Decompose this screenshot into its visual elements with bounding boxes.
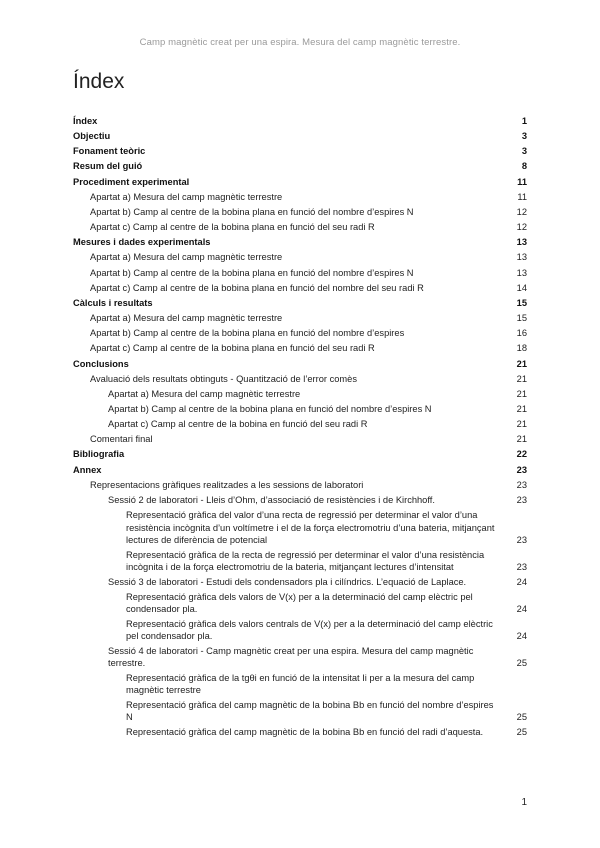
toc-entry-label: Annex [73,464,102,475]
toc-entry[interactable] [73,159,527,174]
toc-entry-page: 11 [517,176,527,187]
toc-entry-page: 12 [516,222,527,233]
toc-entry-label: Sessió 4 de laboratori - Camp magnètic creat per una espira. Mesura del camp magnètic terrestre. [108,645,474,669]
toc-entry-label: Mesures i dades experimentals [73,237,211,248]
toc-entry[interactable] [73,281,527,296]
toc-entry-page: 21 [516,373,527,384]
toc-entry-page: 13 [516,237,527,248]
toc-entry[interactable] [73,250,527,265]
toc-entry-page: 15 [516,313,527,324]
toc-entry-page: 23 [516,562,527,573]
toc-entry[interactable] [73,725,527,740]
toc-entry[interactable] [73,129,527,144]
toc-entry-label: Apartat b) Camp al centre de la bobina plana en funció del nombre d’espires N [90,267,414,278]
toc-entry[interactable] [73,508,527,548]
toc-entry-label: Avaluació dels resultats obtinguts - Quantització de l’error comès [90,373,357,384]
table-of-contents [73,114,527,739]
toc-entry-page: 13 [516,267,527,278]
toc-entry[interactable] [73,617,527,644]
toc-entry-page: 12 [516,206,527,217]
toc-entry[interactable] [73,372,527,387]
toc-entry[interactable] [73,671,527,698]
toc-entry-page: 3 [521,146,527,157]
toc-entry-page: 21 [516,434,527,445]
toc-entry-page: 23 [516,479,527,490]
toc-entry-page: 16 [516,328,527,339]
toc-entry-page: 3 [521,131,527,142]
toc-entry-page: 23 [516,464,527,475]
toc-entry[interactable] [73,357,527,372]
toc-entry-label: Bibliografia [73,449,125,460]
toc-entry-label: Apartat b) Camp al centre de la bobina plana en funció del nombre d’espires N [108,403,432,414]
toc-entry[interactable] [73,220,527,235]
toc-entry-page: 8 [521,161,527,172]
toc-entry[interactable] [73,548,527,575]
toc-entry-label: Representació gràfica dels valors de V(x) per a la determinació del camp elèctric pel condensador pla. [126,591,473,615]
toc-entry[interactable] [73,590,527,617]
toc-entry[interactable] [73,387,527,402]
page-number: 1 [521,797,527,808]
toc-entry-page: 1 [521,116,527,126]
toc-entry-label: Apartat c) Camp al centre de la bobina en funció del seu radi R [108,419,368,430]
toc-entry[interactable] [73,417,527,432]
toc-entry-page: 14 [516,282,527,293]
toc-entry-label: Apartat a) Mesura del camp magnètic terrestre [90,313,283,324]
toc-entry-label: Conclusions [73,358,129,369]
toc-entry[interactable] [73,463,527,478]
toc-entry-label: Representació gràfica del camp magnètic de la bobina Bb en funció del radi d’aquesta. [126,726,484,737]
toc-entry[interactable] [73,698,527,725]
toc-entry-page: 23 [516,494,527,505]
toc-entry-page: 15 [516,297,527,308]
toc-entry-label: Representacions gràfiques realitzades a les sessions de laboratori [90,479,364,490]
toc-entry-label: Fonament teòric [73,146,146,157]
toc-entry-label: Apartat b) Camp al centre de la bobina plana en funció del nombre d’espires N [90,206,414,217]
toc-entry-page [507,697,527,698]
toc-entry-label: Representació gràfica de la tgθi en funció de la intensitat Ii per a la mesura del camp magnètic terrestre [126,672,475,696]
toc-entry[interactable] [73,447,527,462]
toc-entry-page: 25 [516,658,527,669]
toc-entry-label: Càlculs i resultats [73,297,153,308]
toc-entry-label: Representació gràfica del camp magnètic de la bobina Bb en funció del nombre d’espires N [126,699,494,723]
toc-entry-page: 22 [516,449,527,460]
toc-entry-label: Sessió 2 de laboratori - Lleis d’Ohm, d’associació de resistències i de Kirchhoff. [108,494,435,505]
toc-entry-label: Apartat c) Camp al centre de la bobina plana en funció del seu radi R [90,222,375,233]
toc-entry[interactable] [73,326,527,341]
toc-entry[interactable] [73,478,527,493]
toc-entry-page: 21 [516,403,527,414]
toc-entry-label: Apartat a) Mesura del camp magnètic terrestre [90,191,283,202]
toc-entry-label: Índex [73,116,98,126]
toc-entry-label: Apartat a) Mesura del camp magnètic terrestre [90,252,283,263]
toc-entry-label: Apartat c) Camp al centre de la bobina plana en funció del seu radi R [90,343,375,354]
toc-entry[interactable] [73,644,527,671]
toc-entry-label: Representació gràfica de la recta de regressió per determinar el valor d’una resistència incògnita i de la força electromotriu de la bateria, mitjançant lectures d’intensitat [126,549,485,573]
toc-entry-page: 21 [516,419,527,430]
toc-entry[interactable] [73,432,527,447]
toc-entry[interactable] [73,311,527,326]
toc-entry-page: 24 [516,631,527,642]
toc-entry[interactable] [73,266,527,281]
toc-entry-label: Comentari final [90,434,153,445]
toc-entry-page: 21 [516,388,527,399]
toc-entry-label: Sessió 3 de laboratori - Estudi dels condensadors pla i cilíndrics. L’equació de Laplace. [108,576,467,587]
toc-entry-page: 25 [516,712,527,723]
toc-entry[interactable] [73,144,527,159]
toc-entry-page: 25 [516,726,527,737]
toc-entry-page: 23 [516,535,527,546]
toc-entry-label: Representació gràfica dels valors centrals de V(x) per a la determinació del camp elèctric pel condensador pla. [126,618,493,642]
toc-entry[interactable] [73,205,527,220]
running-header: Camp magnètic creat per una espira. Mesura del camp magnètic terrestre. [139,37,461,48]
toc-entry-page: 21 [516,358,527,369]
toc-entry-page: 24 [516,604,527,615]
toc-entry-page: 11 [517,191,527,202]
toc-entry[interactable] [73,402,527,417]
toc-entry-label: Apartat a) Mesura del camp magnètic terrestre [108,388,301,399]
toc-entry-page: 13 [516,252,527,263]
toc-entry-label: Resum del guió [73,161,143,172]
toc-entry-label: Procediment experimental [73,176,190,187]
toc-entry-label: Objectiu [73,131,111,142]
toc-entry[interactable] [73,235,527,250]
toc-entry[interactable] [73,190,527,205]
toc-entry[interactable] [73,114,527,129]
toc-entry-label: Apartat b) Camp al centre de la bobina plana en funció del nombre d’espires [90,328,405,339]
toc-entry-label: Representació gràfica del valor d’una recta de regressió per determinar el valor d’una resistència incògnita d’un voltímetre i el de la força electromotriu d’una bateria, mitjançant lectures de diferència de potencial [126,510,495,546]
toc-entry-page: 18 [516,343,527,354]
toc-entry-page: 24 [516,576,527,587]
page-title: Índex [73,70,125,93]
toc-entry[interactable] [73,296,527,311]
toc-entry-label: Apartat c) Camp al centre de la bobina plana en funció del nombre del seu radi R [90,282,424,293]
toc-entry[interactable] [73,175,527,190]
toc-entry[interactable] [73,575,527,590]
toc-entry[interactable] [73,341,527,356]
toc-entry[interactable] [73,493,527,508]
